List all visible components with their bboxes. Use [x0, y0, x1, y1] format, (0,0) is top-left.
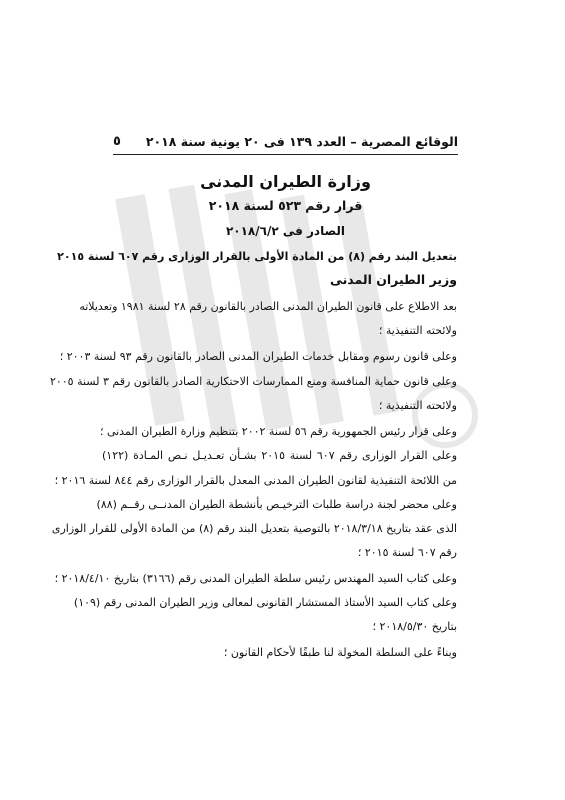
gazette-header-title: الوقائع المصرية – العدد ١٣٩ فى ٢٠ يونية سنة ٢٠١٨ [145, 134, 458, 149]
page-number: ٥ [113, 134, 121, 149]
body-line: وبناءً على السلطة المخولة لنا طبقًا لأحكام القانون ؛ [223, 646, 457, 659]
body-line: رقم ٦٠٧ لسنة ٢٠١٥ ؛ [357, 546, 457, 559]
body-line: الذى عقد بتاريخ ٢٠١٨/٣/١٨ بالتوصية بتعديل البند رقم (٨) من المادة الأولى للقرار الوزارى [51, 522, 457, 535]
header-divider [113, 154, 458, 155]
body-line: ولائحته التنفيذية ؛ [378, 324, 457, 337]
body-line: بتاريخ ٢٠١٨/٥/٣٠ ؛ [372, 620, 457, 633]
body-line: وعلى قانون رسوم ومقابل خدمات الطيران المدنى الصادر بالقانون رقم ٩٣ لسنة ٢٠٠٣ ؛ [59, 350, 457, 363]
body-line: ولائحته التنفيذية ؛ [378, 399, 457, 412]
page-header [113, 134, 458, 156]
body-line: وعلى محضر لجنة دراسة طلبات الترخيـص بأنشطة الطيران المدنــى رقــم (٨٨) [96, 498, 457, 511]
body-line: وعلى قرار رئيس الجمهورية رقم ٥٦ لسنة ٢٠٠٢ بتنظيم وزارة الطيران المدنى ؛ [99, 425, 457, 438]
body-line: وعلى كتاب السيد المهندس رئيس سلطة الطيران المدنى رقم (٣١٦٦) بتاريخ ٢٠١٨/٤/١٠ ؛ [54, 572, 457, 585]
body-line: من اللائحة التنفيذية لقانون الطيران المدنى المعدل بالقرار الوزارى رقم ٨٤٤ لسنة ٢٠١٦ ؛ [54, 474, 457, 487]
body-line: وعلى القرار الوزارى رقم ٦٠٧ لسنة ٢٠١٥ بشـأن تعـديـل نـص المـادة (١٢٢) [102, 449, 458, 462]
issue-date: الصادر فى ٢٠١٨/٦/٢ [225, 224, 346, 238]
minister-title: وزير الطيران المدنى [329, 272, 457, 287]
body-line: بعد الاطلاع على قانون الطيران المدنى الصادر بالقانون رقم ٢٨ لسنة ١٩٨١ وتعديلاته [79, 300, 457, 313]
body-line: وعلى قانون حماية المنافسة ومنع الممارسات الاحتكارية الصادر بالقانون رقم ٣ لسنة ٢٠٠٥ [49, 375, 457, 388]
decree-title: قرار رقم ٥٢٣ لسنة ٢٠١٨ [208, 198, 363, 213]
decree-subject: بتعديل البند رقم (٨) من المادة الأولى بالقرار الوزارى رقم ٦٠٧ لسنة ٢٠١٥ [57, 250, 457, 263]
body-line: وعلى كتاب السيد الأستاذ المستشار القانونى لمعالى وزير الطيران المدنى رقم (١٠٩) [73, 596, 457, 609]
ministry-name: وزارة الطيران المدنى [200, 172, 371, 191]
